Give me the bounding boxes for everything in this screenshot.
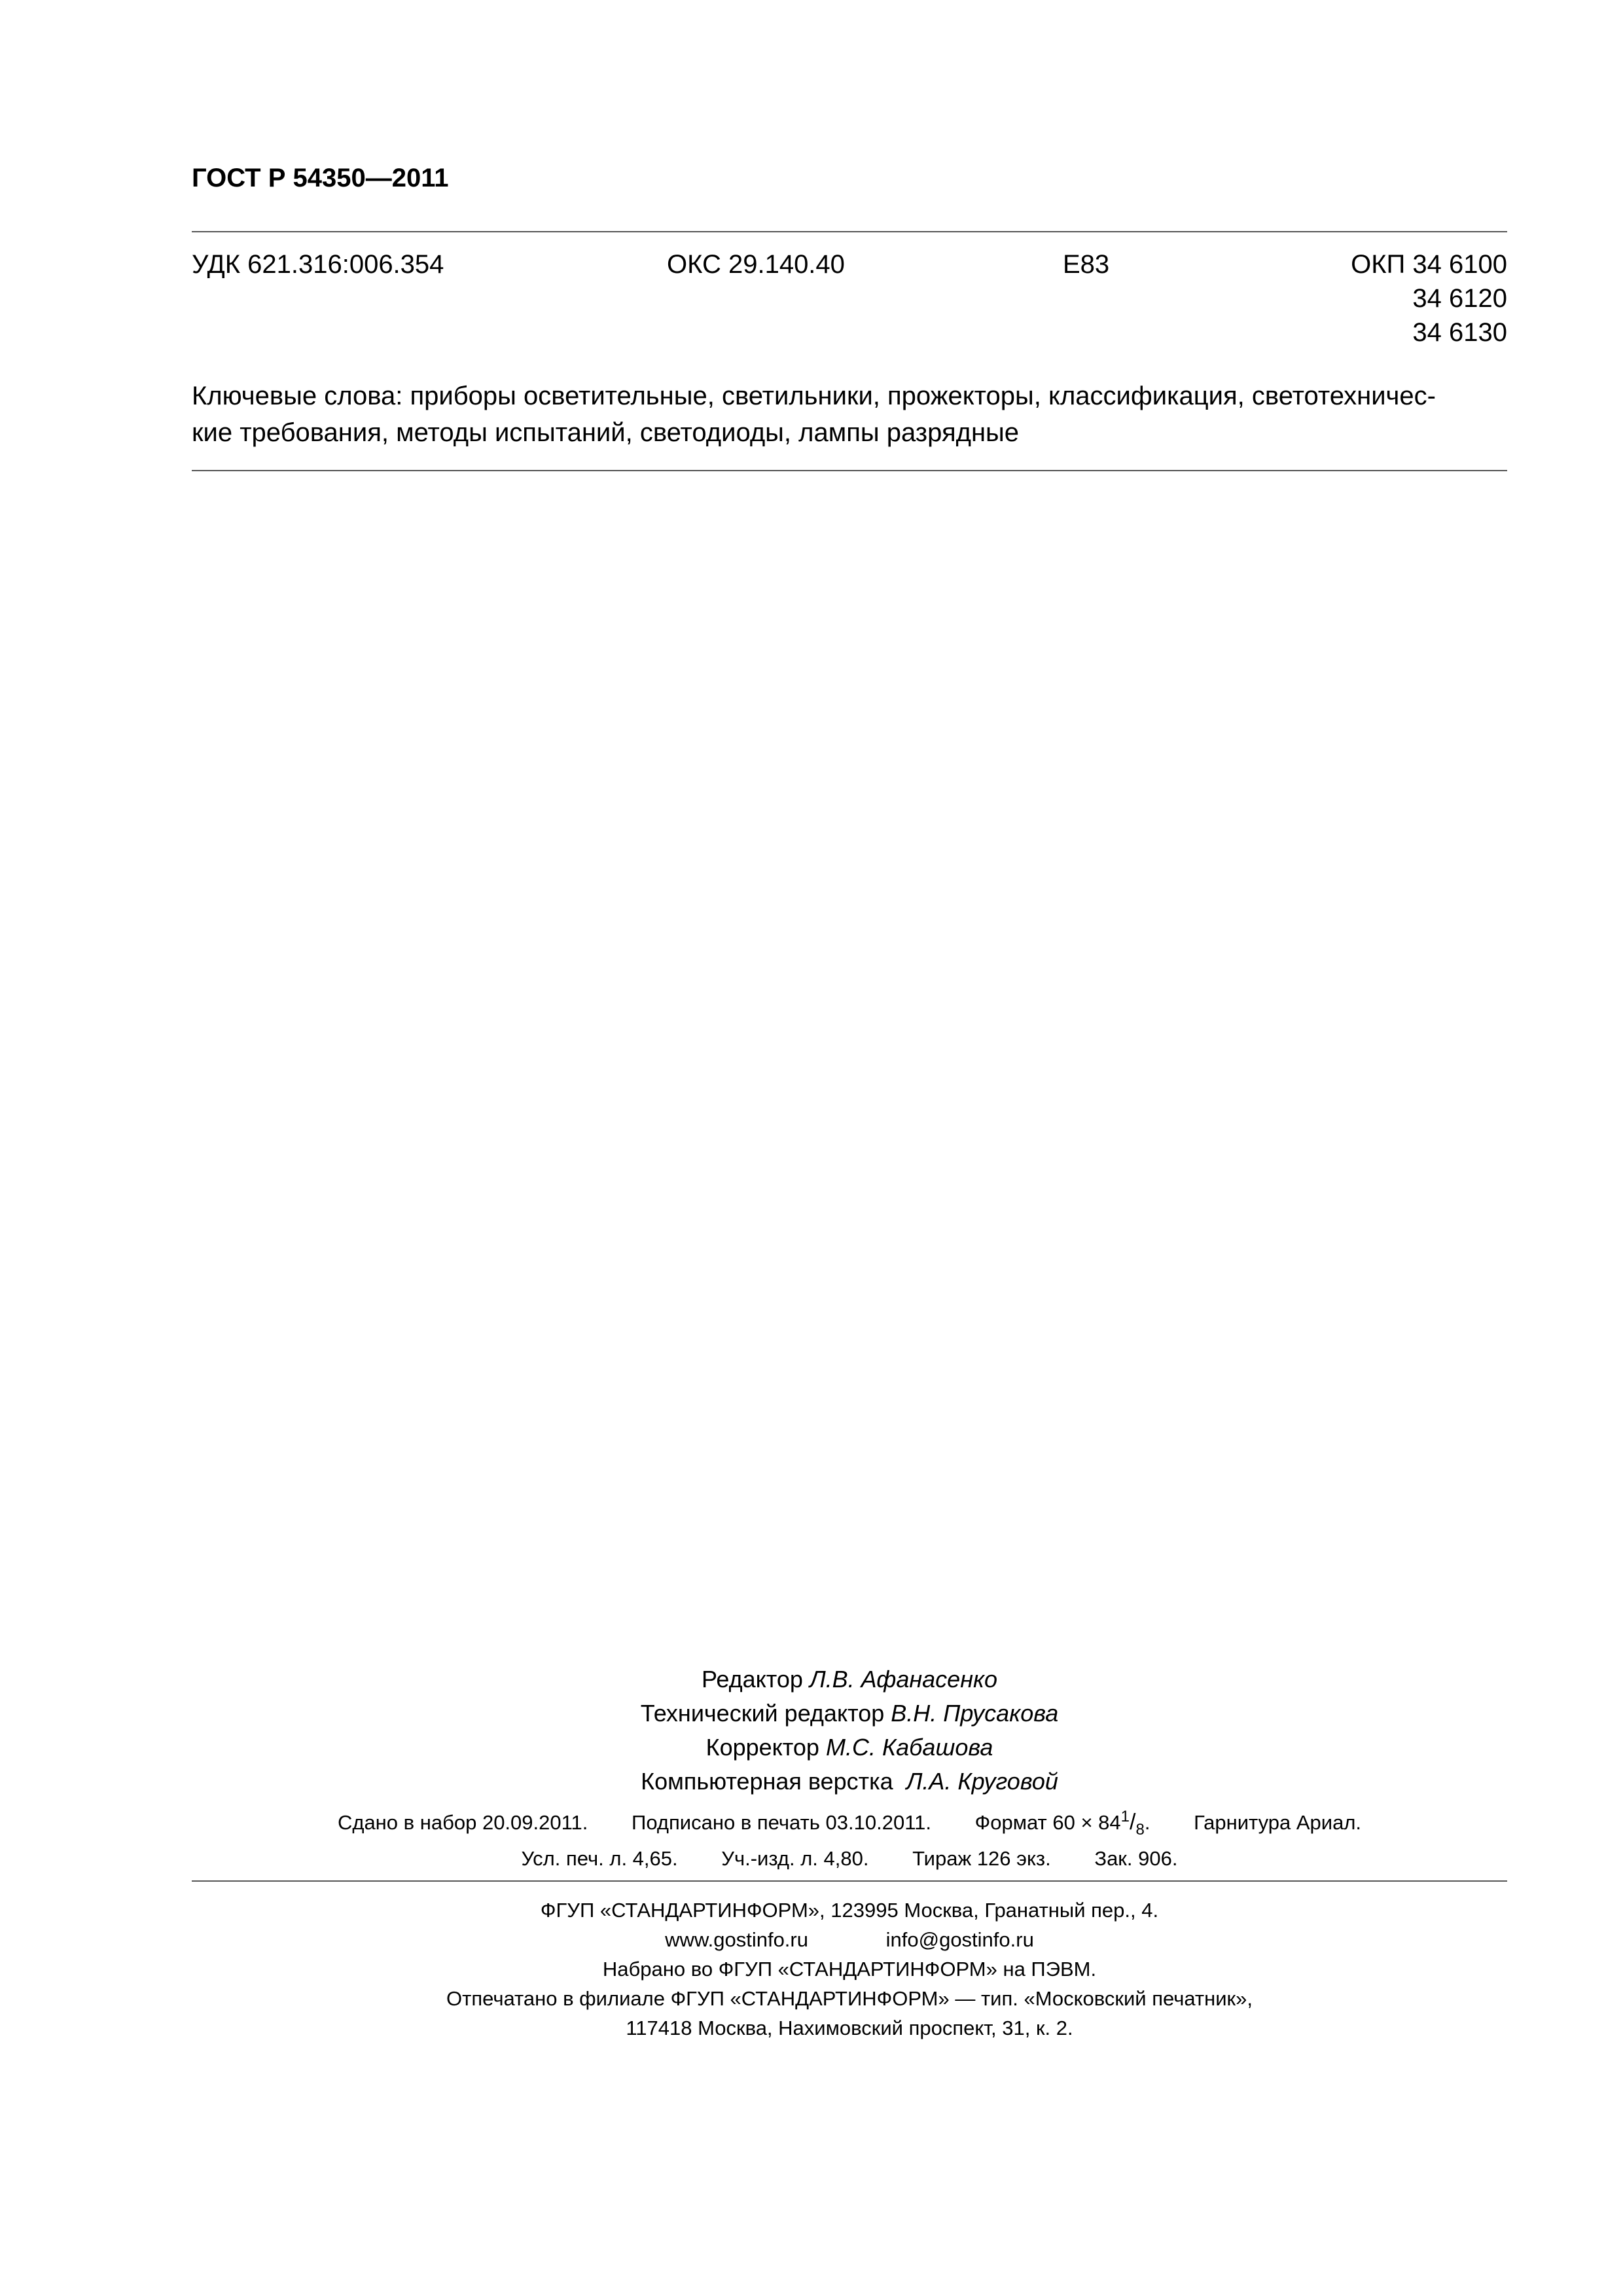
keywords-line-1: Ключевые слова: приборы осветительные, светильники, прожекторы, классификация, светотехничес- — [192, 382, 1436, 410]
format-fraction-slash: / — [1130, 1810, 1136, 1835]
typeface: Гарнитура Ариал. — [1194, 1811, 1362, 1834]
contact-row — [192, 1925, 1507, 1954]
imprint-divider — [192, 1880, 1507, 1882]
okp-code-1: ОКП 34 6100 — [1351, 250, 1507, 279]
tech-editor-name: В.Н. Прусакова — [891, 1700, 1059, 1727]
layout-role: Компьютерная верстка — [641, 1768, 893, 1795]
publication-line-1 — [192, 1804, 1507, 1843]
keywords-divider — [192, 470, 1507, 471]
tech-editor-role: Технический редактор — [640, 1700, 885, 1727]
submitted-date: Сдано в набор 20.09.2011. — [337, 1811, 588, 1834]
publication-line-2 — [192, 1840, 1507, 1877]
editor-name: Л.В. Афанасенко — [809, 1666, 998, 1693]
imprint-block — [192, 1895, 1507, 2043]
paper-format — [974, 1808, 1150, 1839]
signed-date: Подписано в печать 03.10.2011. — [632, 1811, 932, 1834]
format-suffix: . — [1144, 1811, 1150, 1834]
typeset-note: Набрано во ФГУП «СТАНДАРТИНФОРМ» на ПЭВМ. — [602, 1958, 1097, 1981]
corrector-name: М.С. Кабашова — [825, 1734, 993, 1761]
editor-row — [192, 1662, 1507, 1696]
printed-note-1: Отпечатано в филиале ФГУП «СТАНДАРТИНФОРМ» — тип. «Московский печатник», — [446, 1987, 1253, 2010]
layout-row — [192, 1765, 1507, 1799]
print-sheets: Усл. печ. л. 4,65. — [521, 1847, 678, 1870]
printed-note-2: 117418 Москва, Нахимовский проспект, 31, к. 2. — [626, 2017, 1073, 2039]
top-divider — [192, 231, 1507, 232]
editors-block — [192, 1662, 1507, 1799]
udk-code: УДК 621.316:006.354 — [192, 250, 444, 279]
keywords — [192, 378, 1510, 451]
email-link[interactable]: info@gostinfo.ru — [885, 1928, 1034, 1951]
edit-sheets: Уч.-изд. л. 4,80. — [721, 1847, 869, 1870]
document-code: ГОСТ Р 54350—2011 — [192, 164, 449, 192]
layout-name: Л.А. Круговой — [906, 1768, 1058, 1795]
oks-code: ОКС 29.140.40 — [667, 250, 845, 279]
website-link[interactable]: www.gostinfo.ru — [665, 1928, 808, 1951]
tech-editor-row — [192, 1696, 1507, 1731]
format-fraction-numerator: 1 — [1120, 1808, 1130, 1825]
format-prefix: Формат 60 × 84 — [974, 1811, 1121, 1834]
format-fraction-denominator: 8 — [1135, 1821, 1145, 1839]
order-number: Зак. 906. — [1094, 1847, 1178, 1870]
okp-code-3: 34 6130 — [1412, 318, 1507, 347]
editor-role: Редактор — [701, 1666, 803, 1693]
circulation: Тираж 126 экз. — [912, 1847, 1051, 1870]
corrector-role: Корректор — [705, 1734, 819, 1761]
corrector-row — [192, 1731, 1507, 1765]
okp-codes — [1243, 247, 1507, 350]
publisher-address: ФГУП «СТАНДАРТИНФОРМ», 123995 Москва, Гранатный пер., 4. — [540, 1899, 1159, 1922]
keywords-line-2: кие требования, методы испытаний, светодиоды, лампы разрядные — [192, 418, 1020, 447]
okp-code-2: 34 6120 — [1412, 284, 1507, 313]
group-code: Е83 — [1063, 250, 1110, 279]
